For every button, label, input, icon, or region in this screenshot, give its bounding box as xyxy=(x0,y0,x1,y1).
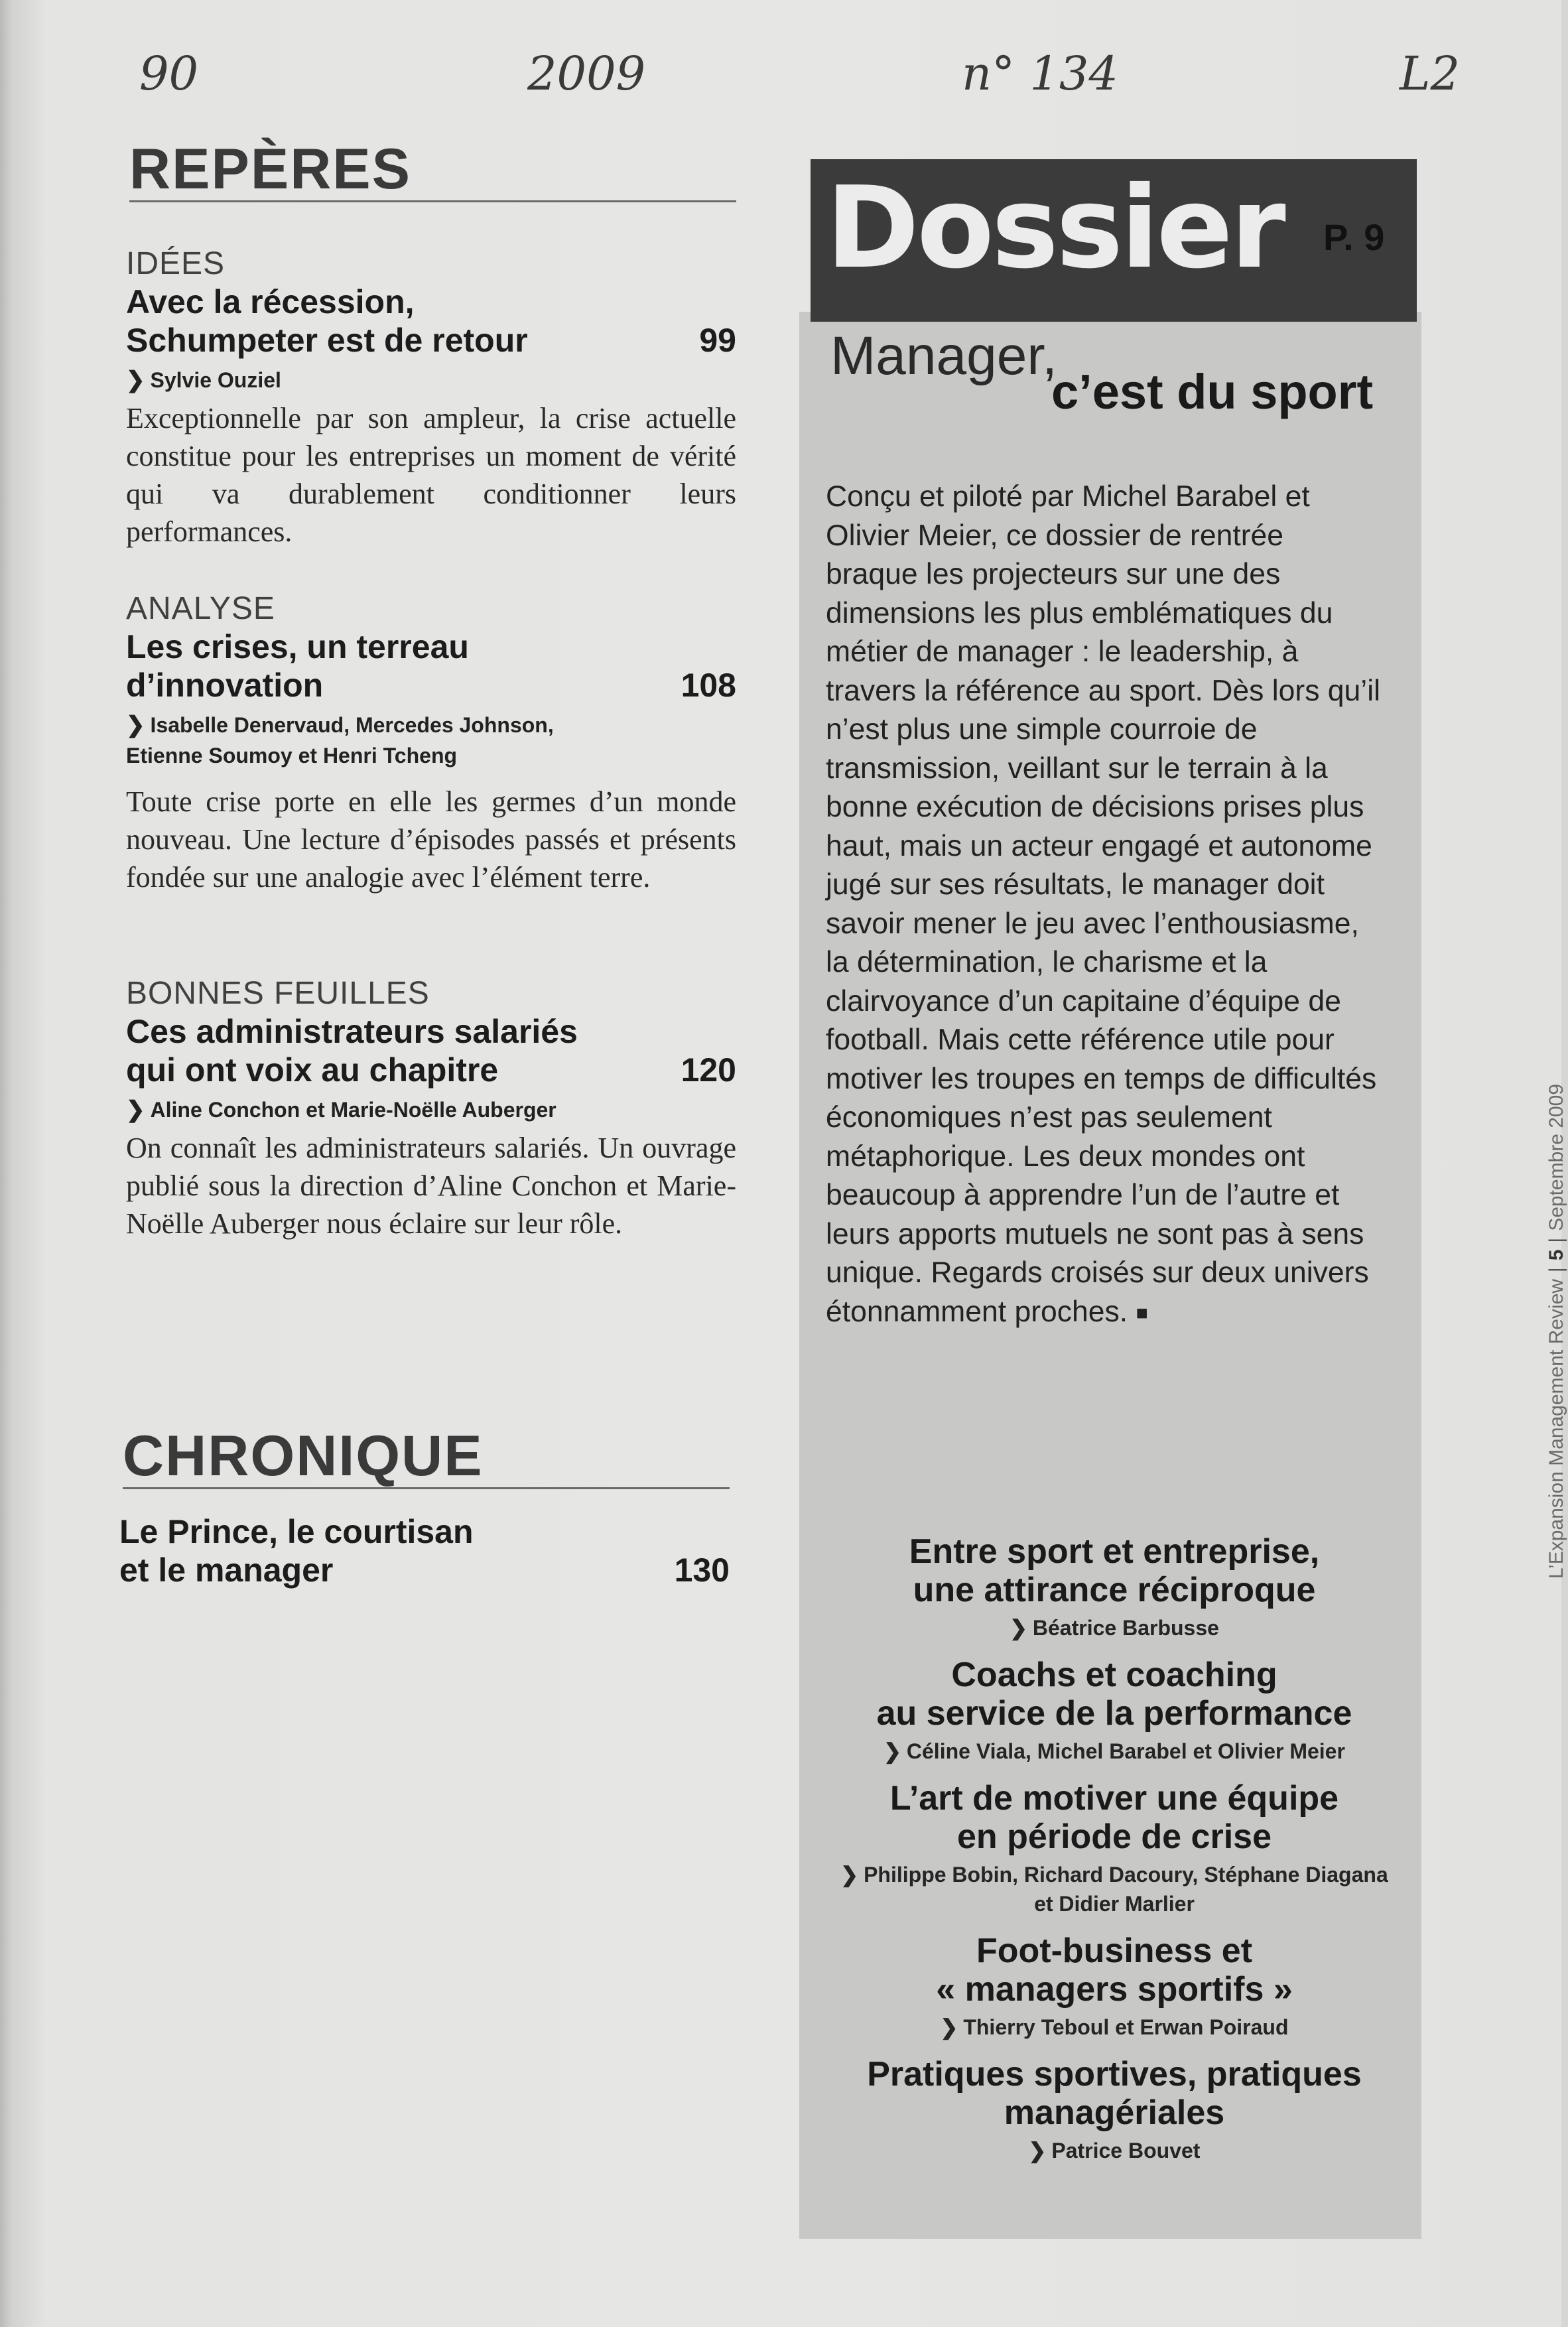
article-byline: ❯ Patrice Bouvet xyxy=(1028,2139,1201,2162)
dossier-article[interactable] xyxy=(816,1779,1413,1918)
entry-page-number: 130 xyxy=(674,1552,730,1589)
article-title: en période de crise xyxy=(957,1818,1272,1856)
chevron-right-icon: ❯ xyxy=(1028,2139,1047,2162)
entry-headline: qui ont voix au chapitre xyxy=(126,1051,499,1089)
article-title: Coachs et coaching xyxy=(951,1656,1277,1694)
article-byline: ❯ Thierry Teboul et Erwan Poiraud xyxy=(940,2015,1289,2039)
article-byline: ❯ Céline Viala, Michel Barabel et Olivier Meier xyxy=(883,1739,1345,1763)
handwritten-note: 90 xyxy=(139,46,199,101)
handwritten-note: n° 134 xyxy=(962,46,1118,101)
article-byline: ❯ Béatrice Barbusse xyxy=(1010,1616,1219,1640)
entry-byline: ❯ Sylvie Ouziel xyxy=(126,367,281,393)
dossier-label: Dossier xyxy=(826,163,1283,294)
entry-headline: Avec la récession, xyxy=(126,283,415,320)
entry-summary: Exceptionnelle par son ampleur, la crise actuelle constitue pour les entreprises un moment de vérité qui va durablement conditionner leurs performances. xyxy=(126,402,736,548)
chevron-right-icon: ❯ xyxy=(126,367,145,393)
toc-entry[interactable] xyxy=(126,975,736,1242)
end-mark-icon: ■ xyxy=(1136,1301,1148,1324)
dossier-kicker-bold: c’est du sport xyxy=(1051,364,1374,419)
section-title-chronique: CHRONIQUE xyxy=(123,1426,730,1489)
entry-summary: On connaît les administrateurs salariés. Un ouvrage publié sous la direction d’Aline Conchon et Marie-Noëlle Auberger nous éclaire sur leur rôle. xyxy=(126,1132,736,1240)
dossier-kicker: Manager, xyxy=(830,326,1057,386)
article-byline: et Didier Marlier xyxy=(1034,1892,1195,1916)
handwritten-note: L2 xyxy=(1400,46,1461,101)
section-title-reperes: REPÈRES xyxy=(129,139,736,202)
chevron-right-icon: ❯ xyxy=(1010,1616,1027,1640)
article-title: L’art de motiver une équipe xyxy=(889,1779,1339,1818)
article-title: au service de la performance xyxy=(876,1694,1352,1733)
chevron-right-icon: ❯ xyxy=(940,2015,958,2039)
handwritten-note: 2009 xyxy=(527,46,646,101)
entry-byline: ❯ Aline Conchon et Marie-Noëlle Auberger xyxy=(126,1097,556,1122)
chevron-right-icon: ❯ xyxy=(126,712,145,738)
dossier-article-list xyxy=(816,1532,1413,2178)
article-title: Entre sport et entreprise, xyxy=(909,1532,1320,1571)
entry-headline: Ces administrateurs salariés xyxy=(126,1013,578,1050)
article-title: managériales xyxy=(1004,2094,1225,2132)
entry-rubric: BONNES FEUILLES xyxy=(126,976,430,1011)
entry-headline: Schumpeter est de retour xyxy=(126,322,528,359)
dossier-article[interactable] xyxy=(816,1656,1413,1766)
entry-page-number: 108 xyxy=(681,667,736,704)
chevron-right-icon: ❯ xyxy=(840,1863,859,1887)
article-byline: ❯ Philippe Bobin, Richard Dacoury, Stéphane Diagana xyxy=(840,1863,1388,1887)
article-title: Foot-business et xyxy=(976,1932,1253,1970)
issue-date: Septembre 2009 xyxy=(1545,1083,1567,1231)
toc-entry[interactable] xyxy=(126,590,736,896)
toc-entry[interactable] xyxy=(126,245,736,551)
article-title: une attirance réciproque xyxy=(913,1571,1316,1609)
toc-entry[interactable] xyxy=(119,1512,730,1589)
page-footer: L’Expansion Management Review|5|Septembre 2009 xyxy=(1545,1083,1567,1579)
entry-rubric: ANALYSE xyxy=(126,591,275,626)
dossier-article[interactable] xyxy=(816,2055,1413,2165)
entry-headline: d’innovation xyxy=(126,667,324,704)
dossier-article[interactable] xyxy=(816,1532,1413,1642)
page-number: 5 xyxy=(1545,1249,1567,1261)
entry-headline: Le Prince, le courtisan xyxy=(119,1513,474,1550)
entry-byline: ❯ Isabelle Denervaud, Mercedes Johnson, xyxy=(126,712,554,738)
chevron-right-icon: ❯ xyxy=(883,1739,901,1763)
entry-page-number: 120 xyxy=(681,1051,736,1089)
dossier-page-number: P. 9 xyxy=(1323,216,1385,258)
article-title: « managers sportifs » xyxy=(936,1970,1293,2009)
entry-page-number: 99 xyxy=(699,322,736,359)
article-title: Pratiques sportives, pratiques xyxy=(867,2055,1362,2094)
entry-summary: Toute crise porte en elle les germes d’un monde nouveau. Une lecture d’épisodes passés et présents fondée sur une analogie avec l’élément terre. xyxy=(126,785,736,894)
chevron-right-icon: ❯ xyxy=(126,1097,145,1122)
dossier-intro: Conçu et piloté par Michel Barabel et Olivier Meier, ce dossier de rentrée braque les projecteurs sur une des dimensions les plus emblématiques du métier de manager : le leadership, à travers la référence au sport. Dès lors qu’il n’est plus une simple courroie de transmission, veillant sur le terrain à la bonne exécution de décisions prises plus haut, mais un acteur engagé et autonome jugé sur ses résultats, le manager doit savoir mener le jeu avec l’enthousiasme, la détermination, le charisme et la clairvoyance d’un capitaine d’équipe de football. Mais cette référence utile pour motiver les troupes en temps de difficultés économiques n’est pas seulement métaphorique. Les deux mondes ont beaucoup à apprendre l’un de l’autre et leurs apports mutuels ne sont pas à sens unique. Regards croisés sur deux univers étonnamment proches. ■ xyxy=(826,480,1380,1328)
entry-headline: Les crises, un terreau xyxy=(126,628,469,665)
entry-byline: Etienne Soumoy et Henri Tcheng xyxy=(126,744,458,767)
magazine-name: L’Expansion Management Review xyxy=(1545,1279,1567,1579)
entry-headline: et le manager xyxy=(119,1552,334,1589)
entry-rubric: IDÉES xyxy=(126,246,226,281)
dossier-article[interactable] xyxy=(816,1932,1413,2042)
